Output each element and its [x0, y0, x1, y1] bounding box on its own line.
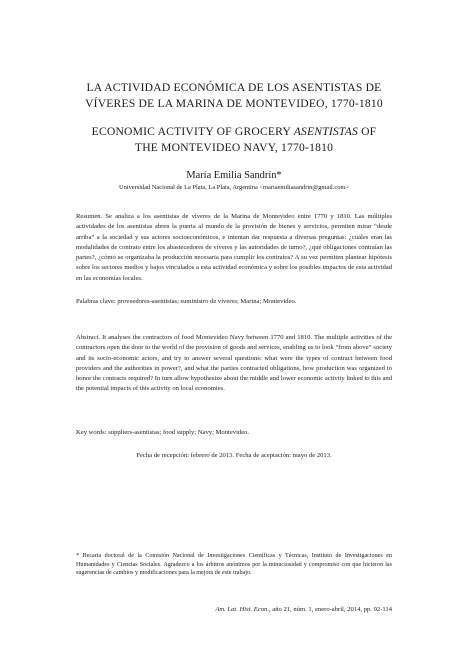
- title-english: [60, 124, 408, 156]
- title-english-line-1: [60, 124, 408, 140]
- title-spanish-line-2: VÍVERES DE LA MARINA DE MONTEVIDEO, 1770-1810: [85, 97, 383, 110]
- title-english-line-2: THE MONTEVIDEO NAVY, 1770-1810: [134, 141, 334, 154]
- title-english-italic-term: ASENTISTAS: [293, 125, 358, 138]
- title-spanish-line-1: LA ACTIVIDAD ECONÓMICA DE LOS ASENTISTAS DE: [86, 81, 382, 94]
- journal-citation: [76, 606, 392, 613]
- author-affiliation: Universidad Nacional de La Plata, La Plata, Argentina <mariaemiliasandrin@gmail.com>: [118, 184, 349, 191]
- author-name: María Emilia Sandrín*: [186, 170, 282, 181]
- author-footnote: * Becaria doctoral de la Comisión Nacional de Investigaciones Científicas y Técnicas, Instituto de Investigaciones en Humanidades y Ciencias Sociales. Agradezco a los árbitros anónimos por la minuciosidad y compromiso con que hicieron las sugerencias de cambios y modificaciones para la mejora de este trabajo.: [76, 553, 392, 577]
- title-english-line-1-pre: ECONOMIC ACTIVITY OF GROCERY: [91, 125, 294, 138]
- submission-dates: Fecha de recepción: febrero de 2013. Fecha de aceptación: mayo de 2013.: [136, 452, 332, 459]
- keywords-english: Key words: suppliers-asentistas; food supply; Navy; Montevideo.: [76, 429, 250, 436]
- resumen-paragraph: Resumen. Se analiza a los asentistas de víveres de la Marina de Montevideo entre 1770 y 1810. Las múltiples actividades de los asentistas abren la puerta al mundo de la provisión de bienes y servicios, permiten mirar “desde arriba” a la sociedad y sus actores socioeconómicos, e intentan dar respuesta a diversas preguntas: ¿cuáles eran las modalidades de contrato entre los abastecedores de víveres y las autoridades de turno?, ¿qué obligaciones contraían las partes?, ¿cómo se organizaba la producción necesaria para cumplir los contratos? A su vez permiten plantear hipótesis sobre los sectores medios y bajos vinculados a esta actividad económica y sobre los posibles impactos de esta actividad en las economías locales.: [76, 213, 392, 282]
- keywords-spanish: Palabras clave: proveedores-asentistas; suministro de víveres; Marina; Montevideo.: [76, 298, 297, 305]
- journal-issue-pages: , año 21, núm. 1, enero-abril, 2014, pp. 92-114: [269, 606, 392, 613]
- journal-name: Am. Lat. Hist. Econ.: [215, 606, 269, 613]
- abstract-paragraph: Abstract. It analyses the contractors of food Montevideo Navy between 1770 and 1810. The multiple activities of the contractors open the door to the world of the provision of goods and services, enabling us to look “from above” society and its socio-economic actors, and try to answer several questions: what were the types of contract between food providers and the authorities in power?, and what the parties contracted obligations, how production was organized to honor the contracts required? In turn allow hypothesize about the middle and lower economic activity linked to this and the potential impacts of this activity on local economies.: [76, 334, 392, 393]
- title-english-line-1-post: OF: [357, 125, 377, 138]
- title-spanish: [60, 80, 408, 112]
